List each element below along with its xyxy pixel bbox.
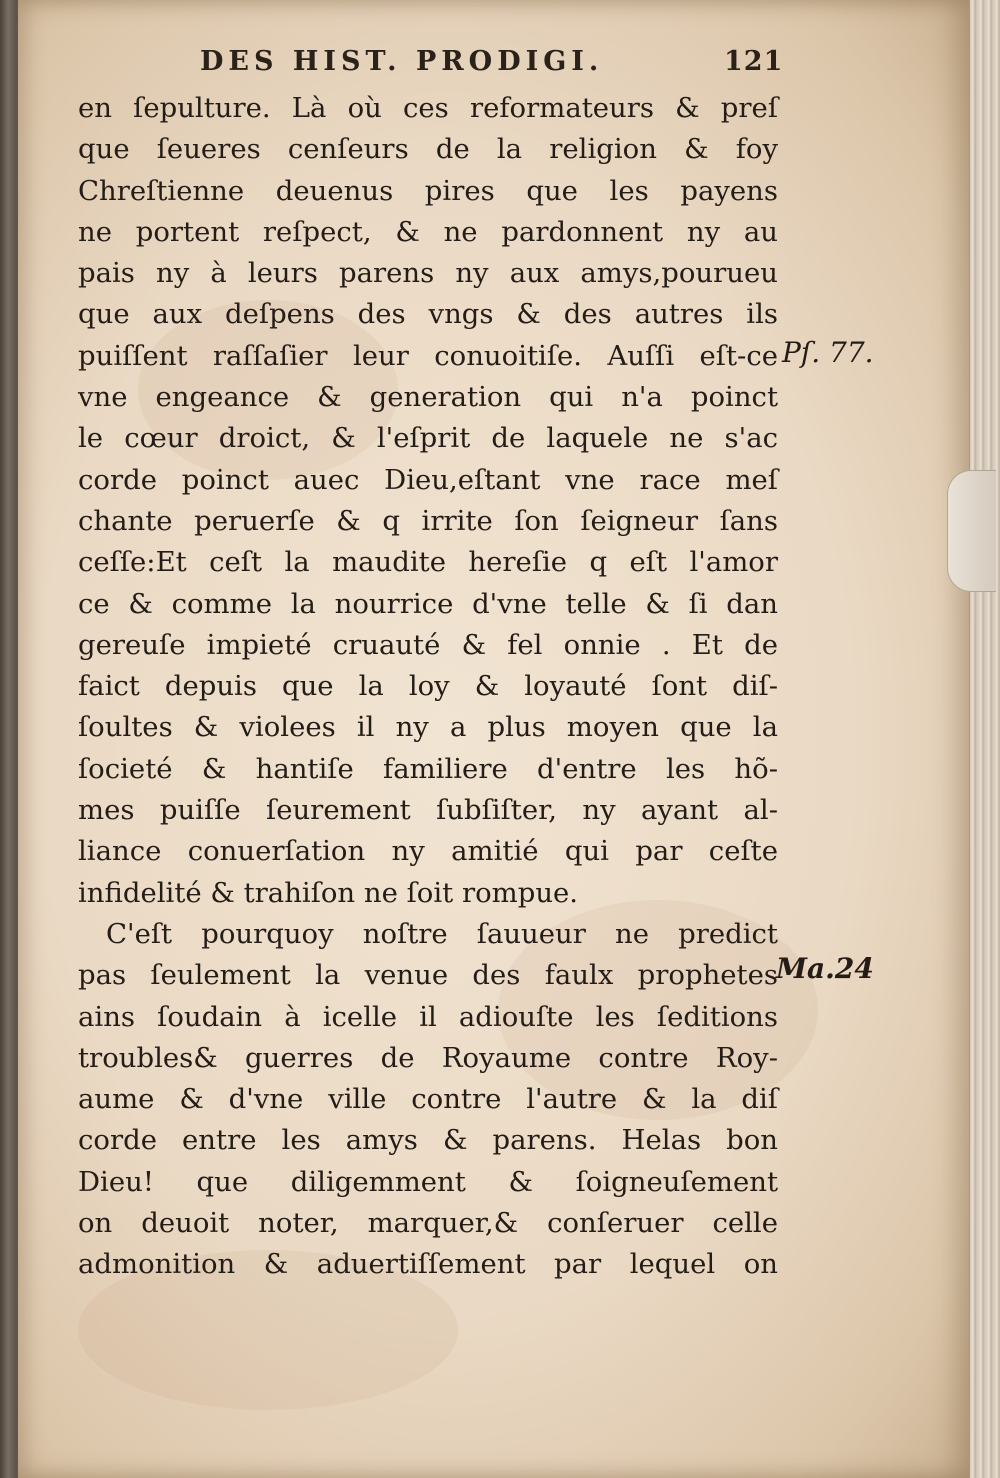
body-text bbox=[78, 88, 778, 1286]
text-line: ains ſoudain à icelle il adiouſte les ſeditions bbox=[78, 1000, 778, 1033]
text-line: mes puiſſe ſeurement ſubſiſter, ny ayant al- bbox=[78, 794, 778, 827]
text-line: pas ſeulement la venue des faulx prophetes bbox=[78, 959, 778, 992]
text-line: troubles& guerres de Royaume contre Roy- bbox=[78, 1041, 778, 1074]
text-line: faict depuis que la loy & loyauté ſont diſ- bbox=[78, 670, 778, 703]
text-line: Dieu! que diligemment & ſoigneuſement bbox=[78, 1165, 778, 1198]
text-line: vne engeance & generation qui n'a poinct bbox=[78, 381, 778, 414]
clasp-tab bbox=[947, 470, 996, 592]
text-line: chante peruerſe & q irrite ſon ſeigneur ſans bbox=[78, 504, 778, 537]
text-line: pais ny à leurs parens ny aux amys,pourueu bbox=[78, 257, 778, 290]
text-line: que ſeueres cenſeurs de la religion & foy bbox=[78, 133, 778, 166]
text-line: ne portent reſpect, & ne pardonnent ny au bbox=[78, 215, 778, 248]
text-line: corde poinct auec Dieu,eſtant vne race meſ bbox=[78, 463, 778, 496]
text-line: ce & comme la nourrice d'vne telle & ſi dan bbox=[78, 587, 778, 620]
page-edge bbox=[969, 0, 1000, 1478]
text-line: le cœur droict, & l'eſprit de laquele ne s'ac bbox=[78, 422, 778, 455]
text-line: ſocieté & hantiſe familiere d'entre les hõ- bbox=[78, 752, 778, 785]
text-line: Chreſtienne deuenus pires que les payens bbox=[78, 174, 778, 207]
text-line: corde entre les amys & parens. Helas bon bbox=[78, 1124, 778, 1157]
margin-note-matthew: Ma.24 bbox=[776, 952, 874, 985]
text-line: on deuoit noter, marquer,& conſeruer celle bbox=[78, 1207, 778, 1240]
text-line: infidelité & trahiſon ne ſoit rompue. bbox=[78, 876, 579, 909]
text-line: admonition & aduertiſſement par lequel on bbox=[78, 1248, 778, 1281]
text-line-paragraph-start: C'eſt pourquoy noſtre ſauueur ne predict bbox=[106, 917, 778, 950]
margin-note-psalm: Pſ. 77. bbox=[782, 336, 874, 369]
folio-number: 121 bbox=[724, 46, 784, 77]
text-line: aume & d'vne ville contre l'autre & la diſ bbox=[78, 1083, 778, 1116]
text-line: en ſepulture. Là où ces reformateurs & preſ bbox=[78, 92, 778, 124]
text-line: liance conuerſation ny amitié qui par ceſte bbox=[78, 835, 778, 868]
text-line: puiſſent raſſaſier leur conuoitiſe. Auſſi eſt-ce bbox=[78, 339, 778, 372]
running-head bbox=[200, 46, 784, 77]
text-line: que aux deſpens des vngs & des autres ils bbox=[78, 298, 778, 331]
text-line: gereuſe impieté cruauté & fel onnie . Et de bbox=[78, 628, 778, 661]
text-line: ſoultes & violees il ny a plus moyen que la bbox=[78, 711, 778, 744]
text-line: ceſſe:Et ceſt la maudite hereſie q eſt l'amor bbox=[78, 546, 778, 579]
running-head-title: DES HIST. PRODIGI. bbox=[200, 46, 604, 77]
